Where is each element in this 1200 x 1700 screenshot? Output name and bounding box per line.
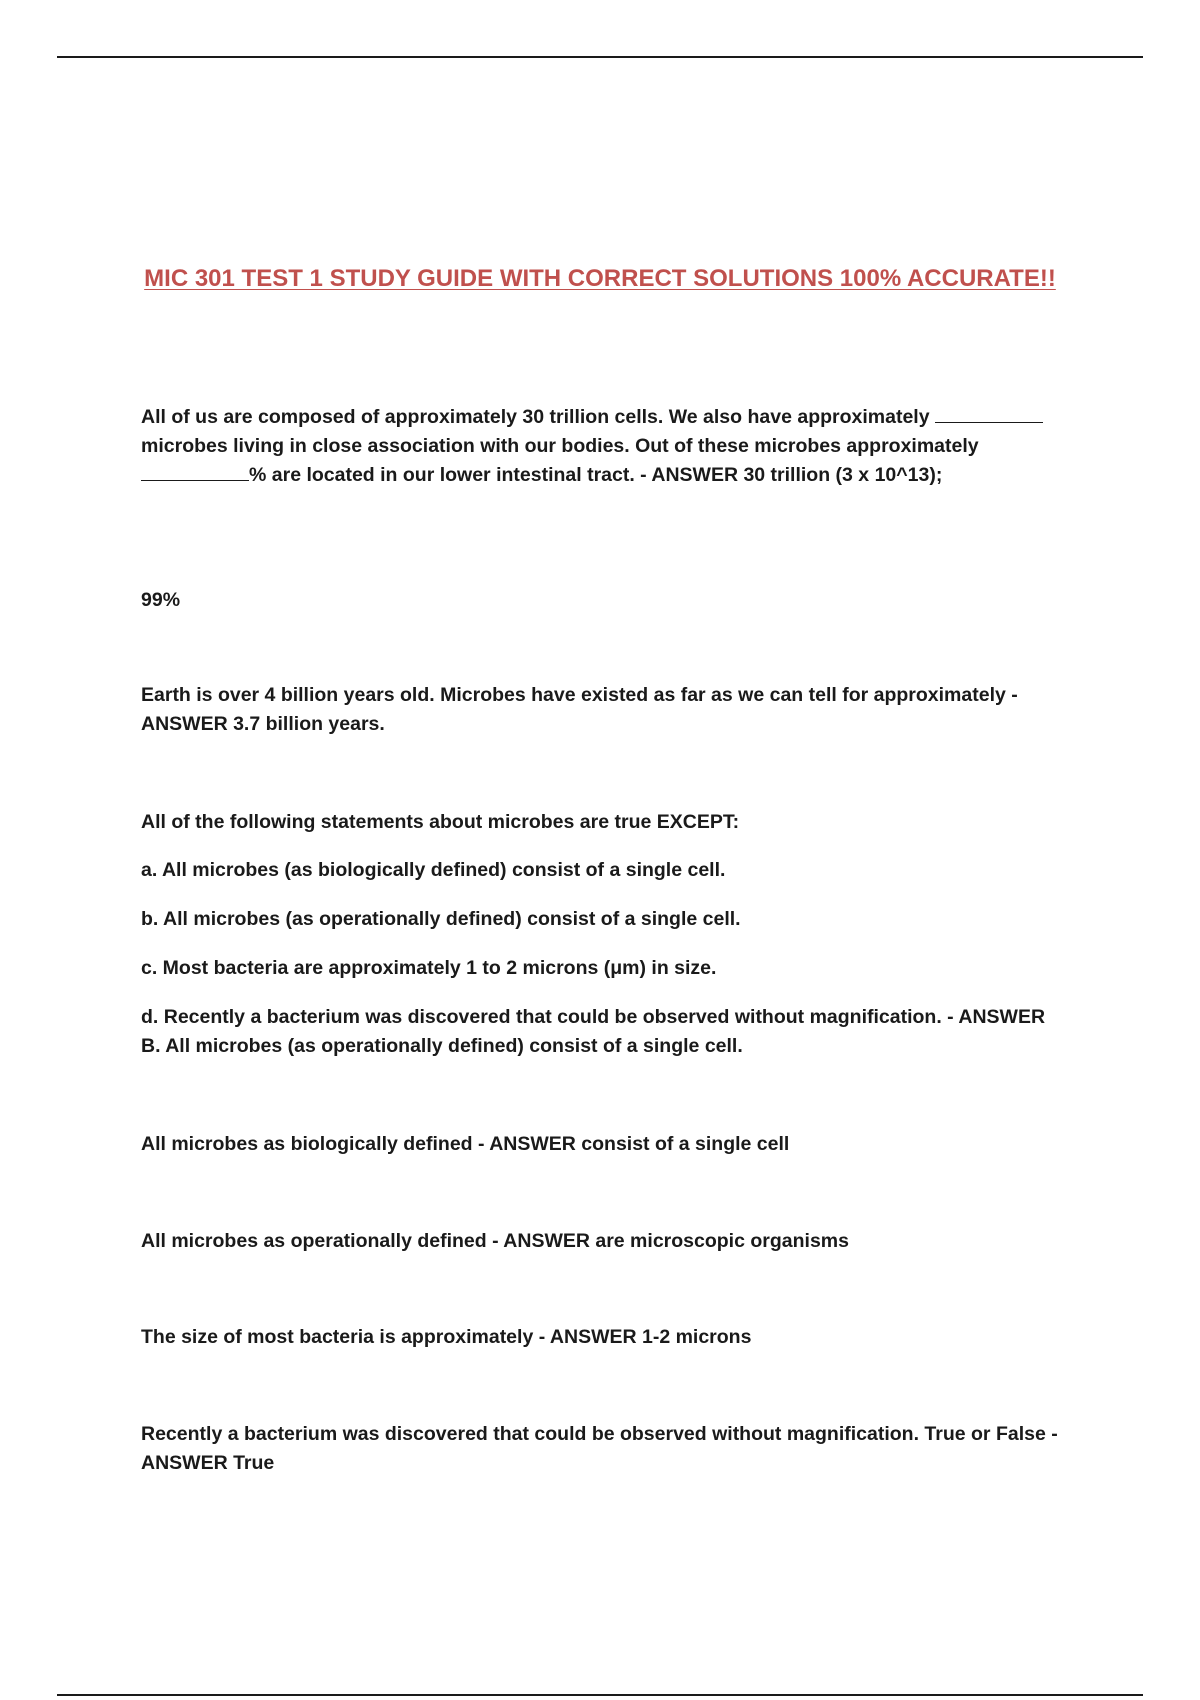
question-7: Recently a bacterium was discovered that could be observed without magnification. True or False - ANSWER True <box>141 1423 1058 1474</box>
question-3-option-d: d. Recently a bacterium was discovered that could be observed without magnification. - ANSWER B. All microbes (as operationally defined) consist of a single cell. <box>141 1006 1046 1057</box>
question-1-text-3: % are located in our lower intestinal tract. - ANSWER 30 trillion (3 x 10^13); <box>249 464 943 486</box>
question-1-answer-2: 99% <box>141 589 181 611</box>
question-3-option-c: c. Most bacteria are approximately 1 to 2 microns (μm) in size. <box>141 957 717 979</box>
question-6: The size of most bacteria is approximately - ANSWER 1-2 microns <box>141 1326 752 1348</box>
question-1-text-1: All of us are composed of approximately 30 trillion cells. We also have approximately <box>141 406 930 428</box>
header-rule <box>57 56 1143 58</box>
question-4: All microbes as biologically defined - ANSWER consist of a single cell <box>141 1133 790 1155</box>
footer-rule <box>57 1694 1143 1696</box>
question-1 <box>141 403 1066 490</box>
question-3-stem: All of the following statements about microbes are true EXCEPT: <box>141 811 740 833</box>
fill-blank-2 <box>141 462 249 481</box>
question-5: All microbes as operationally defined - ANSWER are microscopic organisms <box>141 1230 849 1252</box>
question-1-text-2: microbes living in close association with our bodies. Out of these microbes approximately <box>141 435 979 457</box>
question-3-option-a: a. All microbes (as biologically defined) consist of a single cell. <box>141 859 726 881</box>
question-3-option-b: b. All microbes (as operationally defined) consist of a single cell. <box>141 908 741 930</box>
document-title: MIC 301 TEST 1 STUDY GUIDE WITH CORRECT SOLUTIONS 100% ACCURATE!! <box>144 265 1056 292</box>
fill-blank-1 <box>935 404 1043 423</box>
question-2: Earth is over 4 billion years old. Microbes have existed as far as we can tell for approximately - ANSWER 3.7 billion years. <box>141 684 1018 735</box>
